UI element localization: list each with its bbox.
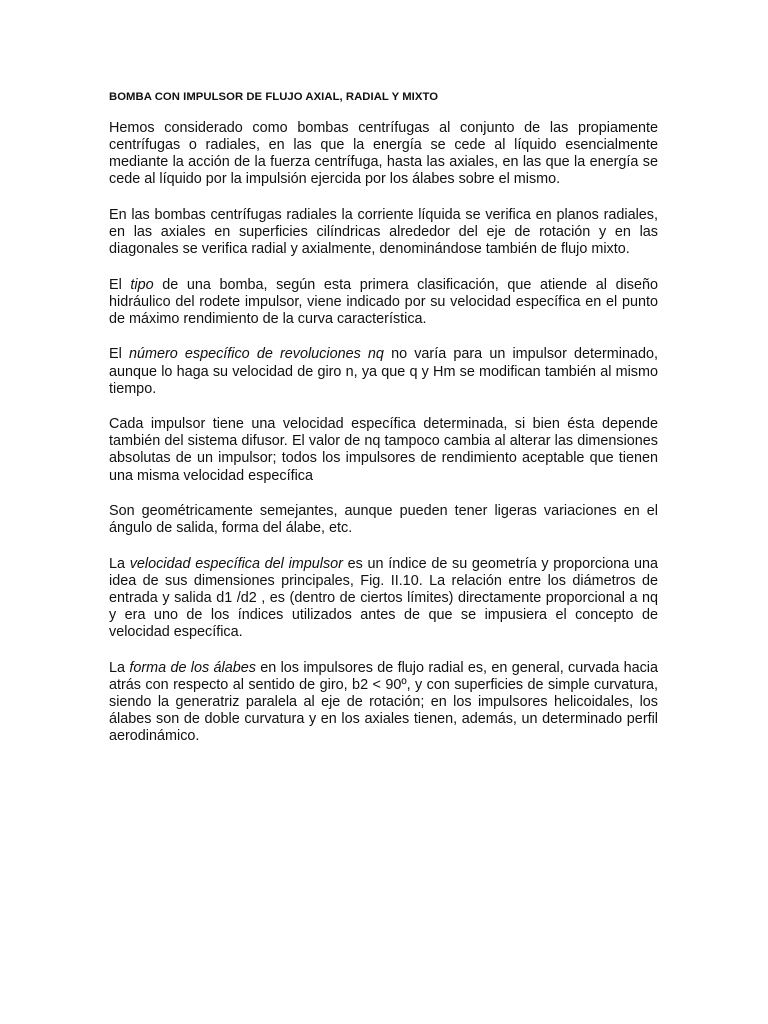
paragraph-emphasis: velocidad específica del impulsor xyxy=(129,555,343,572)
paragraph-text: En las bombas centrífugas radiales la corriente líquida se verifica en planos radiales, en las axiales en superficies cilíndricas alrededor del eje de rotación y en las diagonales se verifica radial y axialmente, denominándose también de flujo mixto. xyxy=(109,206,658,258)
paragraph-suffix: en los impulsores de flujo radial es, en general, curvada hacia atrás con respecto al sentido de giro, b2 < 90º, y con superficies de simple curvatura, siendo la generatriz paralela al eje de rotación; en los impulsores helicoidales, los álabes son de doble curvatura y en los axiales tienen, además, un determinado perfil aerodinámico. xyxy=(109,659,658,745)
paragraph-emphasis: tipo xyxy=(130,276,154,293)
paragraph-text: Cada impulsor tiene una velocidad específica determinada, si bien ésta depende también del sistema difusor. El valor de nq tampoco cambia al alterar las dimensiones absolutas de un impulsor; todos los impulsores de rendimiento aceptable que tienen una misma velocidad específica xyxy=(109,416,658,484)
paragraph-prefix: La xyxy=(109,555,130,572)
document-page xyxy=(109,90,658,764)
paragraph-3 xyxy=(109,277,658,328)
paragraph-text: Hemos considerado como bombas centrífugas al conjunto de las propiamente centrífugas o radiales, en las que la energía se cede al líquido esencialmente mediante la acción de la fuerza centrífuga, hasta las axiales, en las que la energía se cede al líquido por la impulsión ejercida por los álabes sobre el mismo. xyxy=(109,120,658,188)
paragraph-4 xyxy=(109,346,658,397)
paragraph-prefix: El xyxy=(109,346,129,363)
paragraph-text: Son geométricamente semejantes, aunque pueden tener ligeras variaciones en el ángulo de salida, forma del álabe, etc. xyxy=(109,503,658,537)
paragraph-5 xyxy=(109,416,658,484)
paragraph-emphasis: forma de los álabes xyxy=(129,659,256,676)
document-title: BOMBA CON IMPULSOR DE FLUJO AXIAL, RADIAL Y MIXTO xyxy=(109,91,439,103)
paragraph-1 xyxy=(109,120,658,188)
paragraph-7 xyxy=(109,556,658,641)
paragraph-prefix: El xyxy=(109,276,131,293)
paragraph-suffix: de una bomba, según esta primera clasificación, que atiende al diseño hidráulico del rodete impulsor, viene indicado por su velocidad específica en el punto de máximo rendimiento de la curva característica. xyxy=(109,276,659,327)
paragraph-suffix: no varía para un impulsor determinado, aunque lo haga su velocidad de giro n, ya que q y Hm se modifican también al mismo tiempo. xyxy=(109,346,658,397)
paragraph-2 xyxy=(109,207,658,258)
paragraph-emphasis: número específico de revoluciones nq xyxy=(128,346,384,363)
paragraph-6 xyxy=(109,503,658,537)
paragraph-suffix: es un índice de su geometría y proporciona una idea de sus dimensiones principales, Fig. II.10. La relación entre los diámetros de entrada y salida d1 /d2 , es (dentro de ciertos límites) directamente proporcional a nq y era uno de los índices utilizados antes de que se impusiera el concepto de velocidad específica. xyxy=(109,555,658,641)
paragraph-prefix: La xyxy=(109,659,130,676)
paragraph-8 xyxy=(109,660,658,745)
